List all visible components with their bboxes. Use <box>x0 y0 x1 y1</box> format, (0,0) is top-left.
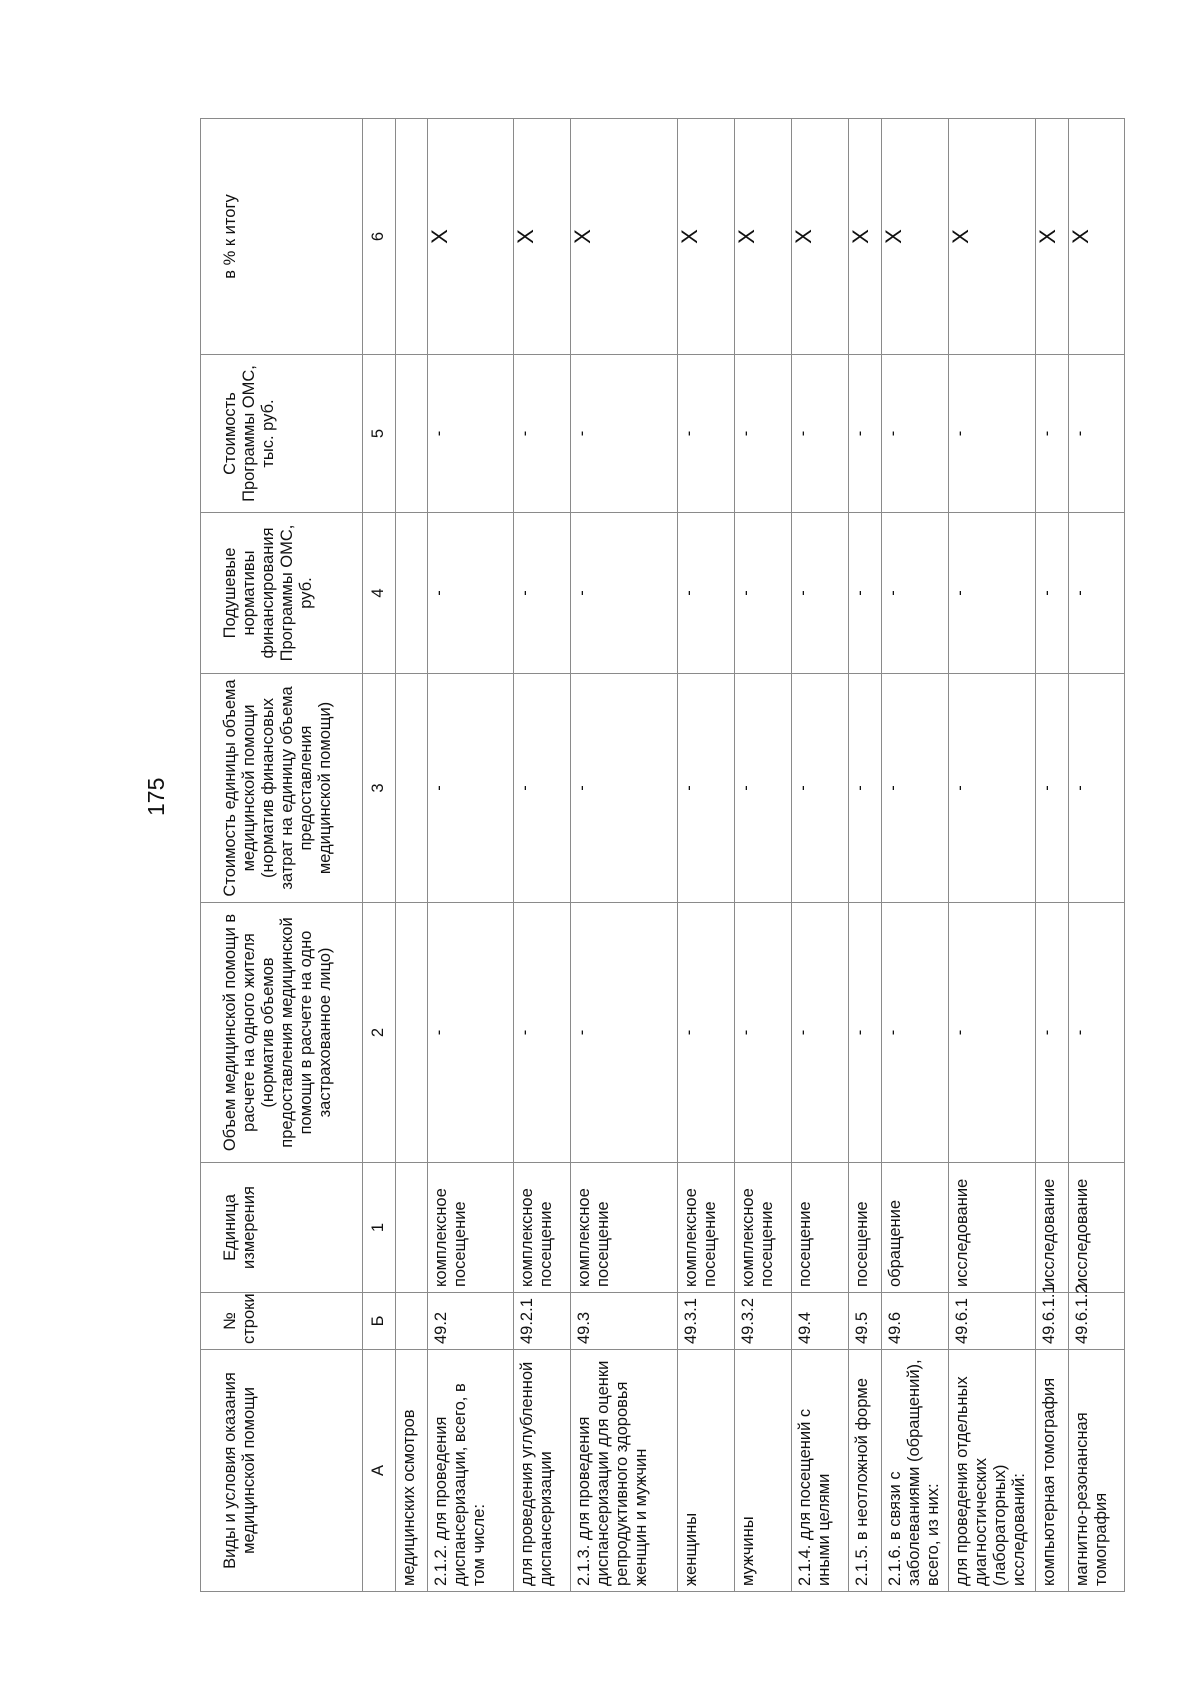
row-number: 49.6.1 <box>949 1293 1036 1350</box>
row-unit: комплексное посещение <box>514 1163 571 1293</box>
row-care-type: 2.1.2. для проведения диспансеризации, всего, в том числе: <box>428 1350 514 1592</box>
row-per-capita: - <box>949 513 1036 674</box>
column-numbers-row <box>363 119 396 1592</box>
row-volume: - <box>949 903 1036 1163</box>
row-program-cost: - <box>1068 355 1124 513</box>
table-row <box>849 119 882 1592</box>
row-per-capita: - <box>1036 513 1069 674</box>
row-number: 49.4 <box>791 1293 848 1350</box>
row-unit: исследование <box>1068 1163 1124 1293</box>
row-unit: посещение <box>849 1163 882 1293</box>
row-program-cost: - <box>791 355 848 513</box>
column-number: А <box>363 1350 396 1592</box>
row-percent-total: X <box>881 119 948 355</box>
row-program-cost: - <box>428 355 514 513</box>
table-row <box>428 119 514 1592</box>
table-row <box>791 119 848 1592</box>
row-care-type: магнитно-резонансная томография <box>1068 1350 1124 1592</box>
row-per-capita: - <box>791 513 848 674</box>
header-percent-total: в % к итогу <box>201 119 363 355</box>
row-number: 49.2 <box>428 1293 514 1350</box>
row-percent-total: X <box>734 119 791 355</box>
row-volume: - <box>428 903 514 1163</box>
table-row <box>734 119 791 1592</box>
row-per-capita: - <box>734 513 791 674</box>
row-unit-cost: - <box>949 674 1036 903</box>
row-unit-cost: - <box>1036 674 1069 903</box>
row-number: 49.6.1.1 <box>1036 1293 1069 1350</box>
row-percent-total: X <box>514 119 571 355</box>
rotated-table-wrapper <box>200 119 1125 1592</box>
row-program-cost: - <box>949 355 1036 513</box>
row-volume: - <box>677 903 734 1163</box>
header-row <box>201 119 363 1592</box>
row-care-type: компьютерная томография <box>1036 1350 1069 1592</box>
row-unit: исследование <box>1036 1163 1069 1293</box>
row-care-type: 2.1.5. в неотложной форме <box>849 1350 882 1592</box>
header-row-number: № строки <box>201 1293 363 1350</box>
row-program-cost: - <box>881 355 948 513</box>
row-number: 49.3.1 <box>677 1293 734 1350</box>
row-care-type: мужчины <box>734 1350 791 1592</box>
row-program-cost: - <box>677 355 734 513</box>
row-program-cost: - <box>514 355 571 513</box>
row-per-capita: - <box>881 513 948 674</box>
row-care-type: 2.1.3. для проведения диспансеризации для оценки репродуктивного здоровья женщин и мужчин <box>571 1350 677 1592</box>
row-program-cost: - <box>571 355 677 513</box>
row-percent-total: X <box>949 119 1036 355</box>
row-percent-total: X <box>849 119 882 355</box>
table-row <box>677 119 734 1592</box>
header-unit: Единица измерения <box>201 1163 363 1293</box>
row-percent-total: X <box>1036 119 1069 355</box>
header-volume: Объем медицинской помощи в расчете на одного жителя (норматив объемов предоставления медицинской помощи в расчете на одно застрахованное лицо) <box>201 903 363 1163</box>
row-volume: - <box>881 903 948 1163</box>
header-program-cost: Стоимость Программы ОМС, тыс. руб. <box>201 355 363 513</box>
column-number: 3 <box>363 674 396 903</box>
header-per-capita: Подушевые нормативы финансирования Программы ОМС, руб. <box>201 513 363 674</box>
row-volume: - <box>734 903 791 1163</box>
header-care-type: Виды и условия оказания медицинской помощи <box>201 1350 363 1592</box>
row-volume: - <box>1036 903 1069 1163</box>
column-number: 6 <box>363 119 396 355</box>
table-row <box>571 119 677 1592</box>
header-unit-cost: Стоимость единицы объема медицинской помощи (норматив финансовых затрат на единицу объема предоставления медицинской помощи) <box>201 674 363 903</box>
row-unit-cost: - <box>1068 674 1124 903</box>
column-number: Б <box>363 1293 396 1350</box>
row-number: 49.5 <box>849 1293 882 1350</box>
row-unit: комплексное посещение <box>734 1163 791 1293</box>
medical-care-table <box>200 118 1125 1592</box>
row-volume: - <box>1068 903 1124 1163</box>
row-unit-cost: - <box>791 674 848 903</box>
row-unit-cost: - <box>849 674 882 903</box>
row-care-type: женщины <box>677 1350 734 1592</box>
row-percent-total: X <box>571 119 677 355</box>
column-number: 4 <box>363 513 396 674</box>
row-volume: - <box>791 903 848 1163</box>
row-per-capita: - <box>514 513 571 674</box>
row-percent-total: X <box>428 119 514 355</box>
row-unit: обращение <box>881 1163 948 1293</box>
table-row <box>1068 119 1124 1592</box>
row-percent-total: X <box>677 119 734 355</box>
row-unit: комплексное посещение <box>571 1163 677 1293</box>
row-care-type: 2.1.6. в связи с заболеваниями (обращений), всего, из них: <box>881 1350 948 1592</box>
table-row <box>949 119 1036 1592</box>
row-unit-cost: - <box>571 674 677 903</box>
row-unit-cost: - <box>734 674 791 903</box>
row-program-cost: - <box>849 355 882 513</box>
row-care-type: 2.1.4. для посещений с иными целями <box>791 1350 848 1592</box>
row-percent-total: X <box>1068 119 1124 355</box>
row-per-capita: - <box>849 513 882 674</box>
table-row <box>881 119 948 1592</box>
row-unit: посещение <box>791 1163 848 1293</box>
row-volume: - <box>514 903 571 1163</box>
row-per-capita: - <box>1068 513 1124 674</box>
row-unit: исследование <box>949 1163 1036 1293</box>
page-number: 175 <box>143 777 169 816</box>
table-row <box>514 119 571 1592</box>
row-per-capita: - <box>428 513 514 674</box>
section-row <box>395 119 428 1592</box>
row-care-type: для проведения углубленной диспансеризации <box>514 1350 571 1592</box>
row-number: 49.3.2 <box>734 1293 791 1350</box>
row-unit: комплексное посещение <box>428 1163 514 1293</box>
row-percent-total: X <box>791 119 848 355</box>
row-program-cost: - <box>1036 355 1069 513</box>
row-care-type: для проведения отдельных диагностических (лабораторных) исследований: <box>949 1350 1036 1592</box>
column-number: 1 <box>363 1163 396 1293</box>
row-number: 49.6 <box>881 1293 948 1350</box>
column-number: 5 <box>363 355 396 513</box>
row-volume: - <box>849 903 882 1163</box>
row-unit-cost: - <box>514 674 571 903</box>
row-unit-cost: - <box>428 674 514 903</box>
column-number: 2 <box>363 903 396 1163</box>
row-per-capita: - <box>677 513 734 674</box>
table-row <box>1036 119 1069 1592</box>
row-unit-cost: - <box>881 674 948 903</box>
row-program-cost: - <box>734 355 791 513</box>
section-label: медицинских осмотров <box>395 1350 428 1592</box>
row-number: 49.2.1 <box>514 1293 571 1350</box>
row-number: 49.3 <box>571 1293 677 1350</box>
row-number: 49.6.1.2 <box>1068 1293 1124 1350</box>
row-unit: комплексное посещение <box>677 1163 734 1293</box>
row-per-capita: - <box>571 513 677 674</box>
row-volume: - <box>571 903 677 1163</box>
row-unit-cost: - <box>677 674 734 903</box>
